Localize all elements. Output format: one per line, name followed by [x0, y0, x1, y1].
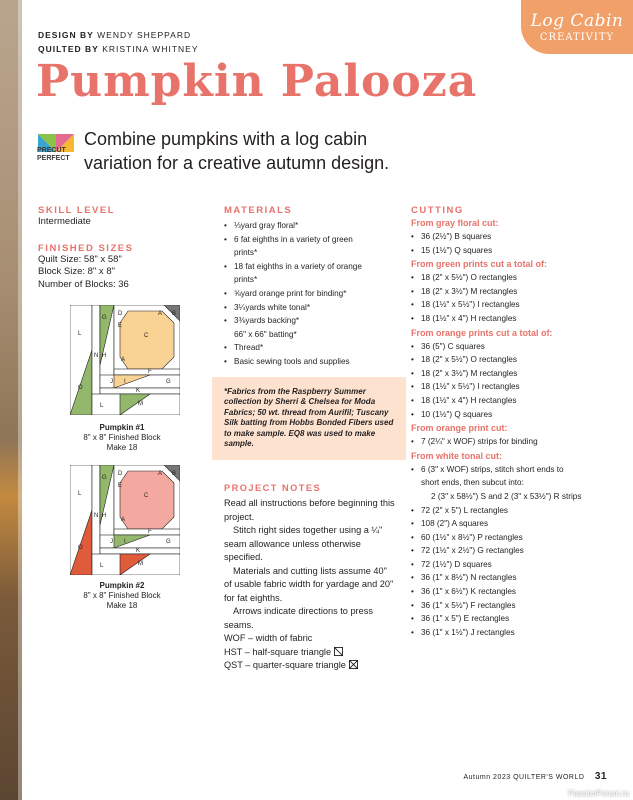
list-item: • 6 (3" x WOF) strips, stitch short ends to: [411, 463, 611, 477]
materials-heading: MATERIALS: [224, 205, 293, 216]
note-paragraph: Arrows indicate directions to press seams.: [224, 606, 373, 630]
svg-text:A: A: [158, 311, 163, 317]
left-column: [38, 205, 188, 291]
list-item: • 18 (1½" x 4") H rectangles: [411, 312, 611, 326]
right-column: [411, 205, 611, 639]
svg-text:K: K: [136, 388, 141, 394]
cutting-list: [411, 463, 611, 640]
finished-sizes-heading: FINISHED SIZES: [38, 242, 134, 254]
footer-magazine: QUILTER'S WORLD: [513, 774, 585, 781]
list-item: • 18 (2" x 3½") M rectangles: [411, 367, 611, 381]
finished-size-line: Number of Blocks: 36: [38, 278, 129, 290]
cutting-list: [411, 230, 611, 257]
cutting-list: [411, 435, 611, 449]
half-square-triangle-icon: [334, 647, 343, 656]
note-paragraph: Materials and cutting lists assume 40" of usable fabric width for yardage and 20" for fat eighths.: [224, 565, 394, 603]
cutting-group-title: From orange print cut:: [411, 423, 508, 434]
list-item: short ends, then subcut into:: [421, 478, 524, 488]
note-paragraph: Read all instructions before beginning this project.: [224, 498, 395, 522]
list-item: • 36 (1" x 6½") K rectangles: [411, 585, 611, 599]
cutting-group-title: From orange prints cut a total of:: [411, 327, 553, 338]
list-item: • 60 (1½" x 8½") P rectangles: [411, 531, 611, 545]
abbrev-wof: WOF – width of fabric: [224, 633, 313, 644]
cutting-heading: CUTTING: [411, 205, 464, 216]
pumpkin-block-1-diagram: [70, 305, 180, 415]
pumpkin-block-2-diagram: [70, 465, 180, 575]
footer-issue: Autumn 2023: [463, 774, 511, 781]
list-item: • ⅓yard gray floral*: [224, 219, 396, 233]
subtitle: Combine pumpkins with a log cabin variation for a creative autumn design.: [84, 129, 390, 173]
list-item: • 3¼yards white tonal*: [224, 301, 396, 315]
list-item: • 18 (1½" x 4") H rectangles: [411, 394, 611, 408]
svg-text:N: N: [94, 353, 99, 359]
series-badge-caps: CREATIVITY: [539, 32, 615, 43]
svg-text:I: I: [124, 539, 126, 545]
list-item: • ⅝yard orange print for binding*: [224, 287, 396, 301]
svg-text:A: A: [158, 471, 163, 477]
cutting-group-title: From white tonal cut:: [411, 450, 502, 461]
page-number: 31: [594, 771, 607, 782]
list-item: • 10 (1½") Q squares: [411, 408, 611, 422]
list-item: prints*: [234, 248, 258, 258]
block-name: Pumpkin #1: [99, 423, 145, 432]
list-item: • Basic sewing tools and supplies: [224, 355, 396, 369]
project-notes: [224, 482, 396, 673]
svg-text:D: D: [118, 311, 123, 317]
svg-text:C: C: [144, 493, 149, 499]
designer-name: WENDY SHEPPARD: [97, 30, 192, 40]
middle-column: [224, 205, 396, 673]
svg-text:B: B: [172, 311, 177, 317]
svg-text:M: M: [138, 561, 143, 567]
abbrev-hst: HST – half-square triangle: [224, 646, 332, 657]
list-item: • 72 (1½") D squares: [411, 558, 611, 572]
precut-line2: PERFECT: [37, 155, 70, 162]
credits: [38, 28, 199, 56]
svg-text:K: K: [136, 548, 141, 554]
svg-text:O: O: [78, 545, 83, 551]
svg-text:G: G: [166, 539, 171, 545]
block-size: 8" x 8" Finished Block: [83, 591, 161, 600]
svg-text:D: D: [118, 471, 123, 477]
svg-text:L: L: [78, 331, 82, 337]
finished-size-line: Block Size: 8" x 8": [38, 266, 115, 277]
project-notes-heading: PROJECT NOTES: [224, 482, 322, 493]
list-item: • Thread*: [224, 341, 396, 355]
svg-text:J: J: [110, 539, 113, 545]
series-badge: [521, 0, 633, 54]
series-badge-script: Log Cabin: [530, 11, 624, 31]
cutting-list: [411, 271, 611, 325]
list-item: • 36 (1" x 8½") N rectangles: [411, 571, 611, 585]
svg-text:H: H: [102, 513, 107, 519]
svg-text:F: F: [148, 529, 152, 535]
precut-perfect-label: [37, 147, 70, 163]
block-make: Make 18: [106, 443, 138, 452]
design-by-label: DESIGN BY: [38, 30, 94, 40]
svg-text:G: G: [166, 379, 171, 385]
list-item: • 7 (2¼" x WOF) strips for binding: [411, 435, 611, 449]
list-item: • 6 fat eighths in a variety of green: [224, 233, 396, 247]
block-make: Make 18: [106, 601, 138, 610]
list-item: • 3⅜yards backing*: [224, 314, 396, 328]
list-item: • 18 (2" x 3½") M rectangles: [411, 285, 611, 299]
svg-text:O: O: [78, 385, 83, 391]
list-item: • 15 (1½") Q squares: [411, 244, 611, 258]
cutting-list: [411, 340, 611, 422]
list-item: • 36 (1" x 1½") J rectangles: [411, 626, 611, 640]
left-photo-edge: [0, 0, 22, 800]
svg-text:G: G: [102, 475, 107, 481]
precut-line1: PRECUT: [37, 147, 66, 154]
list-item: • 108 (2") A squares: [411, 517, 611, 531]
quarter-square-triangle-icon: [349, 660, 358, 669]
list-item: 66" x 66" batting*: [234, 329, 297, 339]
skill-level-heading: SKILL LEVEL: [38, 205, 116, 216]
pumpkin-block-1-caption: [57, 423, 187, 453]
page-footer: [463, 771, 607, 782]
list-item: • 18 (2" x 5½") O rectangles: [411, 353, 611, 367]
quilted-by-label: QUILTED BY: [38, 44, 99, 54]
finished-size-line: Quilt Size: 58" x 58": [38, 253, 122, 265]
list-item: • 36 (1" x 5") E rectangles: [411, 612, 611, 626]
svg-text:L: L: [100, 403, 104, 409]
quilter-name: KRISTINA WHITNEY: [102, 44, 199, 54]
svg-text:N: N: [94, 513, 99, 519]
note-paragraph: Stitch right sides together using a ¼" seam allowance unless otherwise specified.: [224, 525, 383, 563]
svg-text:H: H: [102, 353, 107, 359]
abbrev-qst: QST – quarter-square triangle: [224, 660, 346, 671]
skill-level-value: Intermediate: [38, 216, 91, 227]
svg-text:C: C: [144, 333, 149, 339]
svg-text:M: M: [138, 401, 143, 407]
svg-text:A: A: [121, 357, 126, 363]
cutting-group-title: From gray floral cut:: [411, 218, 499, 228]
pumpkin-block-2-caption: [57, 581, 187, 611]
materials-note: *Fabrics from the Raspberry Summer collection by Sherri & Chelsea for Moda Fabrics; 50 wt. thread from Aurifil; Tuscany Silk batting from Hobbs Bonded Fibers used to make sample. EQ8 was used to make sample.: [212, 377, 406, 460]
svg-text:E: E: [118, 323, 123, 329]
svg-text:A: A: [121, 517, 126, 523]
svg-text:E: E: [118, 483, 123, 489]
materials-list: [224, 219, 396, 369]
list-item: • 72 (1½" x 2½") G rectangles: [411, 544, 611, 558]
svg-text:L: L: [100, 563, 104, 569]
list-item: • 18 (1½" x 5½") I rectangles: [411, 380, 611, 394]
list-item: • 72 (2" x 5") L rectangles: [411, 504, 611, 518]
list-item: • 18 fat eighths in a variety of orange: [224, 260, 396, 274]
list-item: prints*: [234, 275, 258, 285]
list-item: • 18 (1½" x 5½") I rectangles: [411, 298, 611, 312]
list-item: • 36 (2½") B squares: [411, 230, 611, 244]
svg-text:B: B: [172, 471, 177, 477]
svg-text:F: F: [148, 369, 152, 375]
list-item: • 18 (2" x 5½") O rectangles: [411, 271, 611, 285]
svg-text:I: I: [124, 379, 126, 385]
svg-text:L: L: [78, 491, 82, 497]
list-item: 2 (3" x 58½") S and 2 (3" x 53½") R strips: [431, 491, 582, 501]
block-size: 8" x 8" Finished Block: [83, 433, 161, 442]
watermark: PassionForum.ru: [568, 789, 629, 798]
list-item: • 36 (1" x 5½") F rectangles: [411, 599, 611, 613]
page-title: Pumpkin Palooza: [36, 56, 478, 107]
cutting-group-title: From green prints cut a total of:: [411, 259, 548, 270]
list-item: • 36 (5") C squares: [411, 340, 611, 354]
block-name: Pumpkin #2: [99, 581, 145, 590]
svg-text:J: J: [110, 379, 113, 385]
svg-text:G: G: [102, 315, 107, 321]
